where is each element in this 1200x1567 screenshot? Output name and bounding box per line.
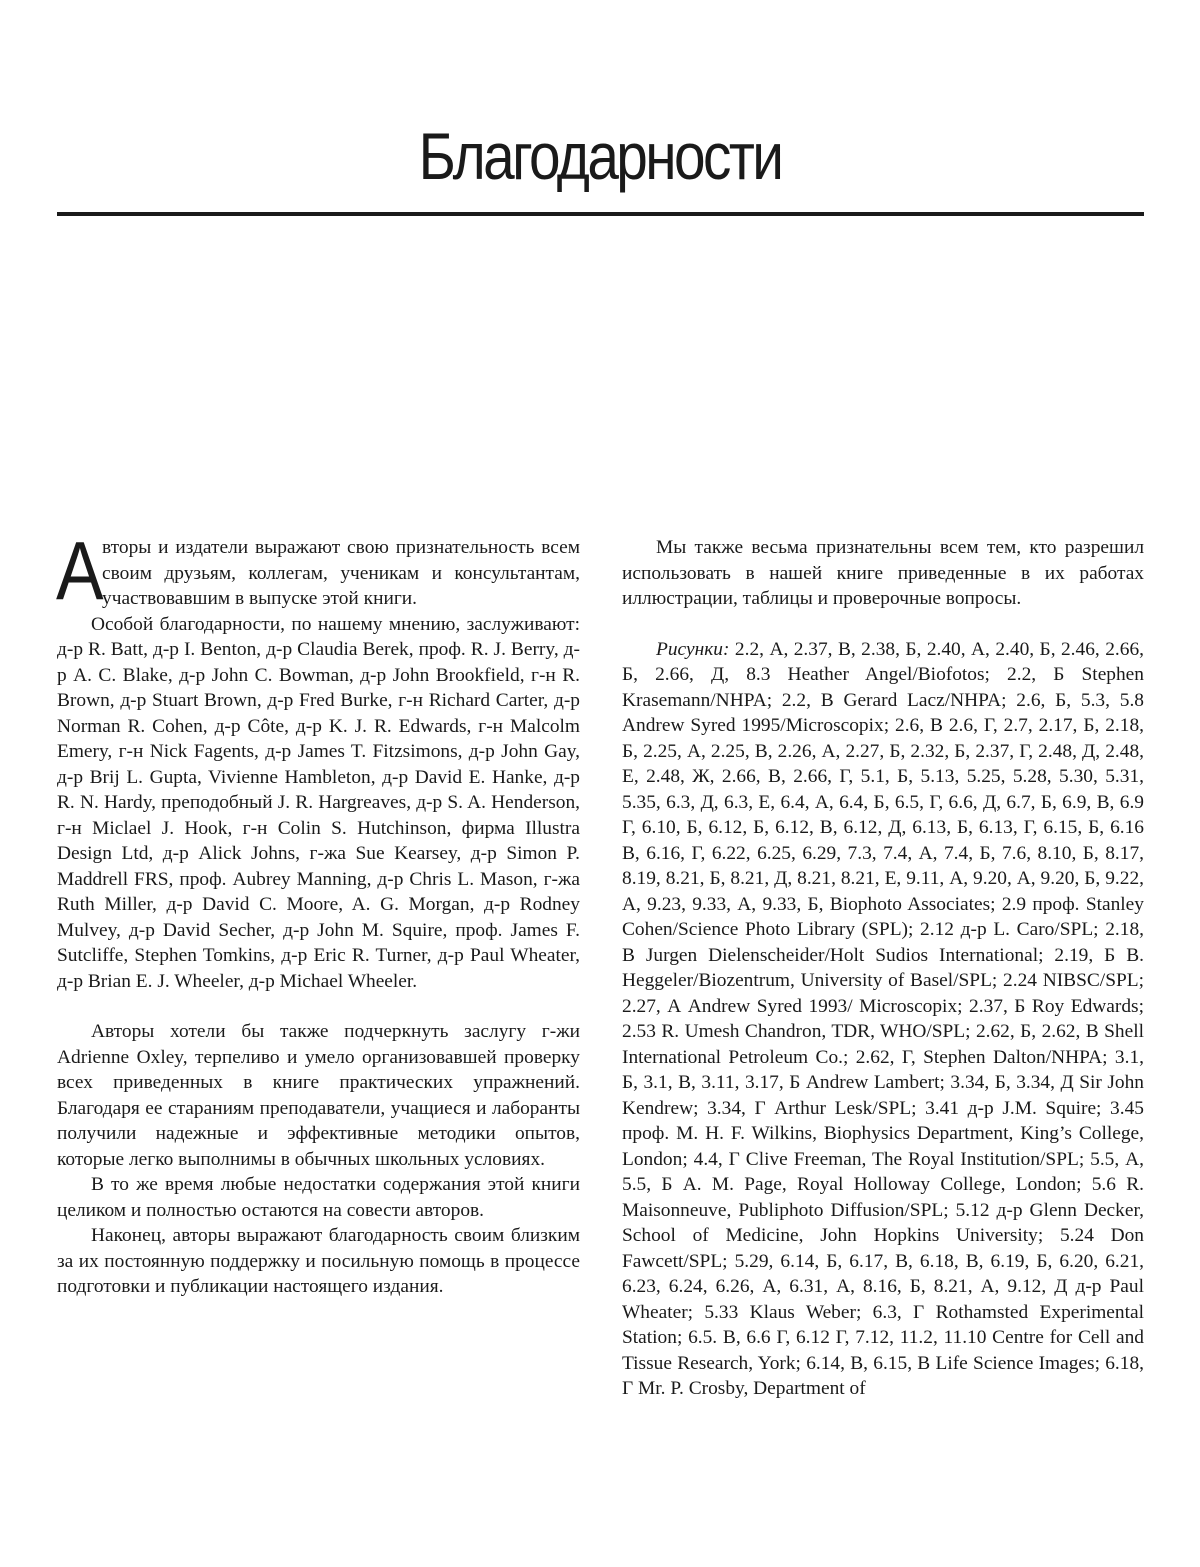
figures-credits-paragraph — [622, 637, 1144, 1402]
thanks-list-paragraph: Особой благодарности, по нашему мнению, заслуживают: д-р R. Batt, д-р I. Benton, д-р Claudia Berek, проф. R. J. Berry, д-р A. C. Blake, д-р John C. Bowman, д-р John Brookfield, г-н R. Brown, д-р Stuart Brown, д-р Fred Burke, г-н Richard Carter, д-р Norman R. Cohen, д-р Côte, д-р K. J. R. Edwards, г-н Malcolm Emery, г-н Nick Fagents, д-р James T. Fitzsimons, д-р John Gay, д-р Brij L. Gupta, Vivienne Hambleton, д-р David E. Hanke, д-р R. N. Hardy, преподобный J. R. Hargreaves, д-р S. A. Henderson, г-н Miclael J. Hook, г-н Colin S. Hutchinson, фирма Illustra Design Ltd, д-р Alick Johns, г-жа Sue Kearsey, д-р Simon P. Maddrell FRS, проф. Aubrey Manning, д-р Chris L. Mason, г-жа Ruth Miller, д-р David C. Moore, A. G. Morgan, д-р Rodney Mulvey, д-р David Secher, д-р John M. Squire, проф. James F. Sutcliffe, Stephen Tomkins, д-р Eric R. Turner, д-р Paul Wheater, д-р Brian E. J. Wheeler, д-р Michael Wheeler. — [57, 613, 580, 992]
intro-text: вторы и издатели выражают свою признательность всем своим друзьям, коллегам, ученикам и консультантам, участвовавшим в выпуске этой книги. — [102, 537, 580, 609]
oxley-paragraph: Авторы хотели бы также подчеркнуть заслугу г-жи Adrienne Oxley, терпеливо и умело организовавшей проверку всех приведенных в книге практических упражнений. Благодаря ее стараниям преподаватели, учащиеся и лаборанты получили надежные и эффективные методики опытов, которые легко выполнимы в обычных школьных условиях. — [57, 1021, 580, 1170]
paragraph-gap — [57, 994, 580, 1019]
responsibility-paragraph: В то же время любые недостатки содержания этой книги целиком и полностью остаются на совести авторов. — [57, 1174, 580, 1221]
paragraph-gap — [622, 612, 1144, 637]
figures-credits-text: 2.2, А, 2.37, В, 2.38, Б, 2.40, А, 2.40, Б, 2.46, 2.66, Б, 2.66, Д, 8.3 Heather Angel/Biofotos; 2.2, Б Stephen Krasemann/NHPA; 2.2, В Gerard Lacz/NHPA; 2.6, Б, 5.3, 5.8 Andrew Syred 1995/Microscopix; 2.6, В 2.6, Г, 2.7, 2.17, Б, 2.18, Б, 2.25, А, 2.25, В, 2.26, А, 2.27, Б, 2.32, Б, 2.37, Г, 2.48, Д, 2.48, Е, 2.48, Ж, 2.66, В, 2.66, Г, 5.1, Б, 5.13, 5.25, 5.28, 5.30, 5.31, 5.35, 6.3, Д, 6.3, Е, 6.4, А, 6.4, Б, 6.5, Г, 6.6, Д, 6.7, Б, 6.9, В, 6.9 Г, 6.10, Б, 6.12, Б, 6.12, В, 6.12, Д, 6.13, Б, 6.13, Г, 6.15, Б, 6.16 В, 6.16, Г, 6.22, 6.25, 6.29, 7.3, 7.4, А, 7.4, Б, 7.6, 8.10, Б, 8.17, 8.19, 8.21, Б, 8.21, Д, 8.21, 8.21, Е, 9.11, А, 9.20, А, 9.20, Б, 9.22, А, 9.23, 9.33, А, 9.33, Б, Biophoto Associates; 2.9 проф. Stanley Cohen/Science Photo Library (SPL); 2.12 д-р L. Caro/SPL; 2.18, В Jurgen Dielenscheider/Holt Sudios International; 2.19, Б B. Heggeler/Biozentrum, University of Basel/SPL; 2.24 NIBSC/SPL; 2.27, А Andrew Syred 1993/ Microscopix; 2.37, Б Roy Edwards; 2.53 R. Umesh Chandron, TDR, WHO/SPL; 2.62, Б, 2.62, В Shell International Petroleum Co.; 2.62, Г, Stephen Dalton/NHPA; 3.1, Б, 3.1, В, 3.11, 3.17, Б Andrew Lambert; 3.34, Б, 3.34, Д Sir John Kendrew; 3.34, Г Arthur Lesk/SPL; 3.41 д-р J.M. Squire; 3.45 проф. M. H. F. Wilkins, Biophysics Department, King’s College, London; 4.4, Г Clive Freeman, The Royal Institution/SPL; 5.5, А, 5.5, Б A. M. Page, Royal Holloway College, London; 5.6 R. Maisonneuve, Publiphoto Diffusion/SPL; 5.12 д-р Glenn Decker, School of Medicine, John Hopkins University; 5.24 Don Fawcett/SPL; 5.29, 6.14, Б, 6.17, В, 6.18, В, 6.19, Б, 6.20, 6.21, 6.23, 6.24, 6.26, А, 6.31, А, 8.16, Б, 8.21, А, 9.12, Д д-р Paul Wheater; 5.33 Klaus Weber; 6.3, Г Rothamsted Experimental Station; 6.5. В, 6.6 Г, 6.12 Г, 7.12, 11.2, 11.10 Centre for Cell and Tissue Research, York; 6.14, В, 6.15, В Life Science Images; 6.18, Г Mr. P. Crosby, Department of — [622, 638, 1144, 1399]
intro-paragraph — [56, 524, 580, 617]
drop-cap: А — [56, 524, 104, 617]
page-title: Благодарности — [418, 119, 782, 193]
permissions-paragraph: Мы также весьма признательны всем тем, кто разрешил использовать в нашей книге приведенные в их работах иллюстрации, таблицы и проверочные вопросы. — [622, 537, 1144, 609]
right-column — [622, 535, 1144, 1402]
title-divider — [57, 212, 1144, 216]
left-column — [56, 524, 580, 1300]
figures-label: Рисунки: — [656, 638, 730, 660]
family-paragraph: Наконец, авторы выражают благодарность своим близким за их постоянную поддержку и посильную помощь в процессе подготовки и публикации настоящего издания. — [57, 1225, 580, 1297]
